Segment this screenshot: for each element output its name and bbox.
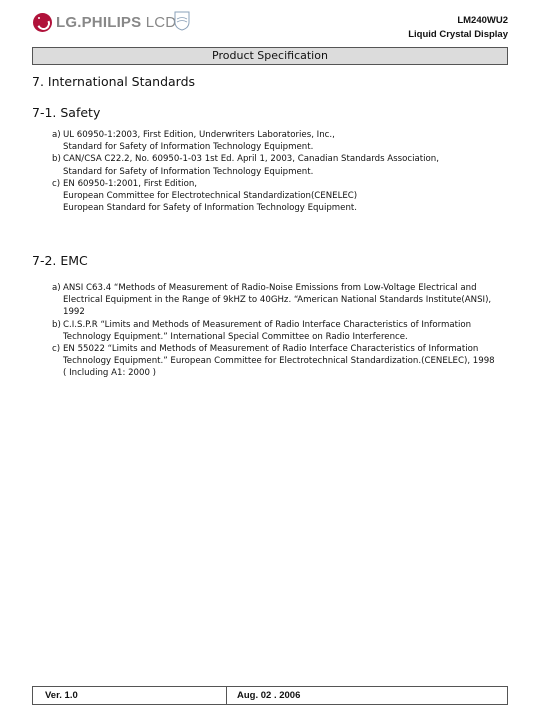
text-line: European Committee for Electrotechnical Standardization(CENELEC) bbox=[63, 191, 358, 202]
philips-shield-icon bbox=[174, 11, 190, 31]
list-item bbox=[52, 153, 482, 177]
list-item bbox=[52, 129, 482, 153]
product-type: Liquid Crystal Display bbox=[408, 29, 508, 40]
list-item-text bbox=[63, 178, 482, 215]
list-marker: c) bbox=[52, 344, 61, 355]
text-line: C.I.S.P.R “Limits and Methods of Measurement of Radio Interface Characteristics of Information bbox=[63, 319, 472, 330]
text-line: UL 60950-1:2003, First Edition, Underwriters Laboratories, Inc., bbox=[63, 130, 335, 140]
text-line: EN 60950-1:2001, First Edition, bbox=[63, 178, 198, 189]
text-line: Standard for Safety of Information Technology Equipment. bbox=[63, 142, 314, 153]
list-marker: a) bbox=[52, 130, 61, 140]
lg-logo-icon bbox=[33, 13, 52, 32]
list-item-text bbox=[63, 319, 518, 343]
footer-divider bbox=[226, 687, 227, 704]
list-item-text bbox=[63, 153, 482, 177]
emc-heading: 7-2. EMC bbox=[32, 253, 88, 268]
page-footer bbox=[32, 686, 508, 705]
model-number: LM240WU2 bbox=[457, 15, 508, 26]
emc-standards-list bbox=[52, 282, 518, 380]
list-marker: b) bbox=[52, 154, 61, 165]
text-line: CAN/CSA C22.2, No. 60950-1-03 1st Ed. April 1, 2003, Canadian Standards Association, bbox=[63, 154, 439, 165]
version-label: Ver. 1.0 bbox=[45, 690, 78, 701]
date-label: Aug. 02 . 2006 bbox=[237, 690, 301, 701]
list-item-text bbox=[63, 343, 518, 380]
text-line: Technology Equipment.” European Committee for Electrotechnical Standardization.(CENELEC), 1998 bbox=[63, 356, 495, 367]
text-line: Electrical Equipment in the Range of 9kHZ to 40GHz. “American National Standards Institute(ANSI), bbox=[63, 295, 492, 306]
text-line: Technology Equipment.” International Special Committee on Radio Interference. bbox=[63, 331, 408, 342]
spec-title-bar: Product Specification bbox=[32, 47, 508, 65]
text-line: ( Including A1: 2000 ) bbox=[63, 368, 157, 379]
text-line: European Standard for Safety of Information Technology Equipment. bbox=[63, 203, 358, 214]
list-item-text bbox=[63, 129, 482, 153]
list-item bbox=[52, 178, 482, 215]
safety-standards-list bbox=[52, 129, 482, 214]
list-item bbox=[52, 282, 518, 319]
list-item-text bbox=[63, 282, 518, 319]
text-line: ANSI C63.4 “Methods of Measurement of Radio-Noise Emissions from Low-Voltage Electrical and bbox=[63, 283, 477, 293]
page-header bbox=[0, 0, 540, 46]
text-line: 1992 bbox=[63, 307, 85, 318]
list-marker: b) bbox=[52, 319, 61, 330]
company-logo-text: LG.PHILIPS LCD bbox=[56, 14, 177, 31]
list-marker: c) bbox=[52, 178, 61, 189]
list-marker: a) bbox=[52, 283, 61, 293]
safety-heading: 7-1. Safety bbox=[32, 105, 101, 120]
list-item bbox=[52, 343, 518, 380]
section-title: 7. International Standards bbox=[32, 74, 196, 89]
model-info bbox=[408, 14, 508, 42]
list-item bbox=[52, 319, 518, 343]
text-line: Standard for Safety of Information Technology Equipment. bbox=[63, 166, 314, 177]
text-line: EN 55022 “Limits and Methods of Measurement of Radio Interface Characteristics of Information bbox=[63, 344, 479, 355]
